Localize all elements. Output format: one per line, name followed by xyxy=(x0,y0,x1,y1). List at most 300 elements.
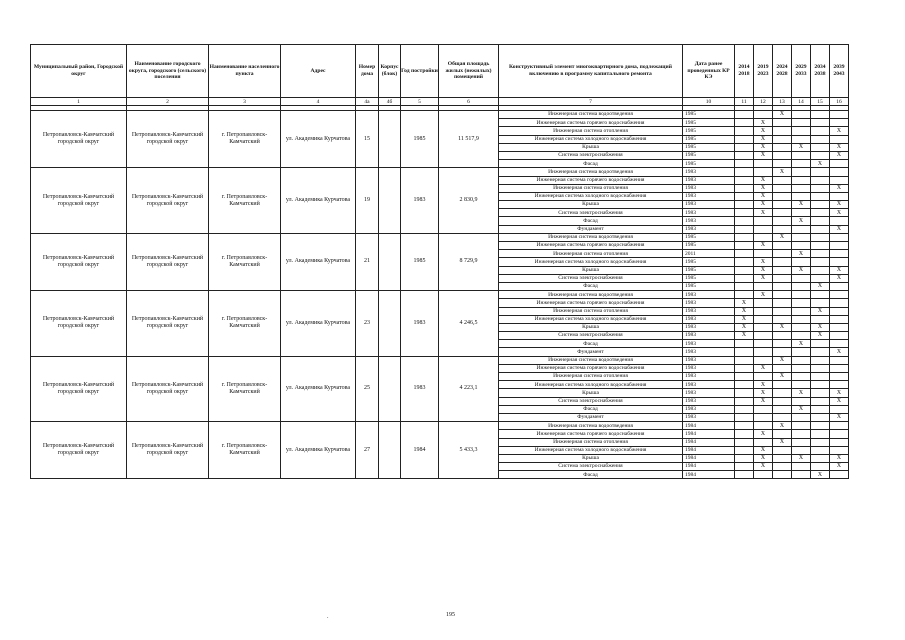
prev-repair-year-cell: 1985 xyxy=(683,274,735,282)
period-mark-cell: X xyxy=(830,209,849,217)
period-mark-cell xyxy=(830,160,849,168)
table-header xyxy=(31,45,849,111)
period-mark-cell xyxy=(792,422,811,430)
period-mark-cell xyxy=(792,168,811,176)
period-mark-cell xyxy=(830,422,849,430)
column-number: 13 xyxy=(773,98,792,106)
period-mark-cell xyxy=(773,389,792,397)
period-mark-cell: X xyxy=(811,471,830,479)
period-mark-cell xyxy=(735,119,754,127)
period-mark-cell xyxy=(811,242,830,250)
period-mark-cell: X xyxy=(754,135,773,143)
period-mark-cell xyxy=(754,422,773,430)
period-mark-cell xyxy=(811,111,830,119)
col-period-header: 2034 2038 xyxy=(811,45,830,98)
col-period-header: 2029 2033 xyxy=(792,45,811,98)
period-mark-cell xyxy=(811,168,830,176)
period-mark-cell xyxy=(792,111,811,119)
col-locality-header: Наименование населенного пункта xyxy=(209,45,281,98)
period-mark-cell xyxy=(735,430,754,438)
area-cell: 5 433,3 xyxy=(439,422,499,479)
stray-dot: . xyxy=(327,614,329,620)
prev-repair-year-cell: 1984 xyxy=(683,454,735,462)
period-mark-cell: X xyxy=(830,413,849,421)
period-mark-cell xyxy=(773,454,792,462)
column-number: 4 xyxy=(281,98,356,106)
period-mark-cell xyxy=(735,184,754,192)
element-name-cell: Инженерная система горячего водоснабжения xyxy=(499,364,683,372)
prev-repair-year-cell: 1985 xyxy=(683,160,735,168)
settlement-cell: Петропавловск-Камчатский городской округ xyxy=(127,111,209,168)
table-row xyxy=(31,356,849,364)
prev-repair-year-cell: 1983 xyxy=(683,201,735,209)
period-mark-cell: X xyxy=(830,274,849,282)
period-mark-cell xyxy=(773,446,792,454)
prev-repair-year-cell: 1985 xyxy=(683,119,735,127)
municipality-cell: Петропавловск-Камчатский городской округ xyxy=(31,291,127,357)
prev-repair-year-cell: 1985 xyxy=(683,266,735,274)
period-mark-cell xyxy=(811,373,830,381)
element-name-cell: Инженерная система холодного водоснабжения xyxy=(499,446,683,454)
period-mark-cell xyxy=(830,307,849,315)
period-mark-cell xyxy=(830,233,849,241)
period-mark-cell xyxy=(773,151,792,159)
period-mark-cell xyxy=(735,373,754,381)
street-cell: ул. Академика Курчатова xyxy=(281,233,356,290)
column-number: 2 xyxy=(127,98,209,106)
period-mark-cell xyxy=(830,299,849,307)
element-name-cell: Фундамент xyxy=(499,225,683,233)
period-mark-cell xyxy=(754,225,773,233)
period-mark-cell: X xyxy=(792,389,811,397)
period-mark-cell xyxy=(811,299,830,307)
period-mark-cell xyxy=(754,348,773,356)
period-mark-cell xyxy=(735,168,754,176)
period-mark-cell xyxy=(830,291,849,299)
element-name-cell: Инженерная система водоотведения xyxy=(499,168,683,176)
period-mark-cell xyxy=(830,332,849,340)
period-mark-cell xyxy=(811,151,830,159)
period-mark-cell xyxy=(773,397,792,405)
period-mark-cell xyxy=(830,471,849,479)
locality-cell: г. Петропавловск-Камчатский xyxy=(209,233,281,290)
settlement-cell: Петропавловск-Камчатский городской округ xyxy=(127,168,209,234)
prev-repair-year-cell: 1983 xyxy=(683,299,735,307)
period-mark-cell xyxy=(773,242,792,250)
prev-repair-year-cell: 1984 xyxy=(683,463,735,471)
period-mark-cell xyxy=(773,225,792,233)
period-mark-cell xyxy=(830,192,849,200)
period-mark-cell xyxy=(754,438,773,446)
period-mark-cell: X xyxy=(754,151,773,159)
house-number-cell: 23 xyxy=(356,291,379,357)
column-number: 5 xyxy=(401,98,439,106)
element-name-cell: Система электроснабжения xyxy=(499,209,683,217)
table-row xyxy=(31,233,849,241)
period-mark-cell xyxy=(735,160,754,168)
period-mark-cell xyxy=(735,364,754,372)
column-number: 7 xyxy=(499,98,683,106)
prev-repair-year-cell: 1983 xyxy=(683,373,735,381)
element-name-cell: Инженерная система холодного водоснабжения xyxy=(499,381,683,389)
period-mark-cell xyxy=(735,192,754,200)
period-mark-cell xyxy=(735,266,754,274)
period-mark-cell xyxy=(773,217,792,225)
period-mark-cell xyxy=(792,233,811,241)
period-mark-cell xyxy=(754,160,773,168)
period-mark-cell xyxy=(811,340,830,348)
element-name-cell: Фасад xyxy=(499,217,683,225)
prev-repair-year-cell: 1984 xyxy=(683,430,735,438)
period-mark-cell: X xyxy=(754,274,773,282)
period-mark-cell xyxy=(773,340,792,348)
period-mark-cell xyxy=(792,192,811,200)
prev-repair-year-cell: 1983 xyxy=(683,209,735,217)
column-number: 14 xyxy=(792,98,811,106)
period-mark-cell xyxy=(830,119,849,127)
period-mark-cell: X xyxy=(773,168,792,176)
period-mark-cell: X xyxy=(754,258,773,266)
element-name-cell: Инженерная система водоотведения xyxy=(499,291,683,299)
period-mark-cell xyxy=(735,209,754,217)
period-mark-cell xyxy=(792,151,811,159)
col-period-header: 2024 2028 xyxy=(773,45,792,98)
period-mark-cell xyxy=(811,463,830,471)
period-mark-cell xyxy=(811,389,830,397)
prev-repair-year-cell: 1984 xyxy=(683,438,735,446)
area-cell: 4 223,1 xyxy=(439,356,499,422)
period-mark-cell xyxy=(792,332,811,340)
period-mark-cell: X xyxy=(754,381,773,389)
period-mark-cell xyxy=(830,364,849,372)
period-mark-cell xyxy=(735,233,754,241)
col-prev-repair-date-header: Дата ранее проведенных КР КЭ xyxy=(683,45,735,98)
period-mark-cell xyxy=(811,348,830,356)
period-mark-cell xyxy=(773,274,792,282)
period-mark-cell xyxy=(792,430,811,438)
settlement-cell: Петропавловск-Камчатский городской округ xyxy=(127,356,209,422)
period-mark-cell xyxy=(773,135,792,143)
period-mark-cell xyxy=(811,266,830,274)
column-number-row xyxy=(31,98,849,106)
period-mark-cell xyxy=(830,111,849,119)
locality-cell: г. Петропавловск-Камчатский xyxy=(209,422,281,479)
element-name-cell: Фасад xyxy=(499,471,683,479)
period-mark-cell: X xyxy=(830,127,849,135)
period-mark-cell xyxy=(735,356,754,364)
prev-repair-year-cell: 1985 xyxy=(683,258,735,266)
period-mark-cell: X xyxy=(830,201,849,209)
element-name-cell: Инженерная система водоотведения xyxy=(499,356,683,364)
period-mark-cell xyxy=(735,463,754,471)
period-mark-cell xyxy=(811,135,830,143)
header-row xyxy=(31,45,849,98)
prev-repair-year-cell: 1984 xyxy=(683,422,735,430)
year-built-cell: 1983 xyxy=(401,168,439,234)
period-mark-cell xyxy=(830,373,849,381)
period-mark-cell xyxy=(735,422,754,430)
column-number: 4а xyxy=(356,98,379,106)
period-mark-cell xyxy=(773,299,792,307)
period-mark-cell xyxy=(773,201,792,209)
street-cell: ул. Академика Курчатова xyxy=(281,291,356,357)
period-mark-cell xyxy=(735,176,754,184)
period-mark-cell xyxy=(811,413,830,421)
period-mark-cell xyxy=(773,413,792,421)
element-name-cell: Инженерная система отопления xyxy=(499,127,683,135)
element-name-cell: Фасад xyxy=(499,160,683,168)
period-mark-cell: X xyxy=(754,242,773,250)
period-mark-cell xyxy=(754,233,773,241)
element-name-cell: Крыша xyxy=(499,143,683,151)
period-mark-cell: X xyxy=(754,397,773,405)
period-mark-cell xyxy=(754,307,773,315)
period-mark-cell xyxy=(792,348,811,356)
house-number-cell: 25 xyxy=(356,356,379,422)
prev-repair-year-cell: 1985 xyxy=(683,127,735,135)
period-mark-cell xyxy=(735,242,754,250)
building-cell xyxy=(379,356,401,422)
period-mark-cell xyxy=(773,282,792,290)
period-mark-cell xyxy=(754,413,773,421)
period-mark-cell: X xyxy=(773,111,792,119)
prev-repair-year-cell: 1983 xyxy=(683,184,735,192)
prev-repair-year-cell: 1985 xyxy=(683,111,735,119)
period-mark-cell: X xyxy=(754,463,773,471)
period-mark-cell xyxy=(792,184,811,192)
period-mark-cell xyxy=(792,397,811,405)
period-mark-cell xyxy=(792,282,811,290)
col-house-number-header: Номер дома xyxy=(356,45,379,98)
period-mark-cell: X xyxy=(735,323,754,331)
period-mark-cell xyxy=(830,405,849,413)
locality-cell: г. Петропавловск-Камчатский xyxy=(209,291,281,357)
period-mark-cell xyxy=(792,446,811,454)
period-mark-cell xyxy=(773,348,792,356)
period-mark-cell: X xyxy=(754,291,773,299)
period-mark-cell: X xyxy=(773,233,792,241)
prev-repair-year-cell: 1984 xyxy=(683,471,735,479)
element-name-cell: Фасад xyxy=(499,340,683,348)
house-number-cell: 19 xyxy=(356,168,379,234)
period-mark-cell: X xyxy=(792,250,811,258)
year-built-cell: 1985 xyxy=(401,233,439,290)
prev-repair-year-cell: 1983 xyxy=(683,381,735,389)
period-mark-cell xyxy=(773,127,792,135)
period-mark-cell: X xyxy=(830,266,849,274)
area-cell: 2 830,9 xyxy=(439,168,499,234)
prev-repair-year-cell: 1983 xyxy=(683,307,735,315)
period-mark-cell: X xyxy=(754,430,773,438)
prev-repair-year-cell: 2011 xyxy=(683,250,735,258)
period-mark-cell xyxy=(830,438,849,446)
period-mark-cell xyxy=(735,348,754,356)
period-mark-cell xyxy=(830,176,849,184)
col-settlement-header: Наименование городского округа, городского (сельского) поселения xyxy=(127,45,209,98)
period-mark-cell xyxy=(773,258,792,266)
period-mark-cell xyxy=(735,438,754,446)
prev-repair-year-cell: 1983 xyxy=(683,356,735,364)
building-cell xyxy=(379,111,401,168)
period-mark-cell xyxy=(754,217,773,225)
period-mark-cell xyxy=(735,446,754,454)
period-mark-cell xyxy=(773,291,792,299)
period-mark-cell xyxy=(735,471,754,479)
element-name-cell: Крыша xyxy=(499,454,683,462)
period-mark-cell xyxy=(754,356,773,364)
area-cell: 8 729,9 xyxy=(439,233,499,290)
prev-repair-year-cell: 1984 xyxy=(683,446,735,454)
period-mark-cell: X xyxy=(811,323,830,331)
column-number: 4б xyxy=(379,98,401,106)
period-mark-cell xyxy=(754,168,773,176)
period-mark-cell xyxy=(830,258,849,266)
element-name-cell: Инженерная система отопления xyxy=(499,373,683,381)
column-number: 1 xyxy=(31,98,127,106)
period-mark-cell xyxy=(773,119,792,127)
element-name-cell: Инженерная система водоотведения xyxy=(499,233,683,241)
municipality-cell: Петропавловск-Камчатский городской округ xyxy=(31,111,127,168)
period-mark-cell xyxy=(811,405,830,413)
element-name-cell: Фасад xyxy=(499,282,683,290)
prev-repair-year-cell: 1983 xyxy=(683,315,735,323)
prev-repair-year-cell: 1985 xyxy=(683,151,735,159)
period-mark-cell: X xyxy=(754,127,773,135)
period-mark-cell: X xyxy=(735,315,754,323)
period-mark-cell xyxy=(830,340,849,348)
period-mark-cell: X xyxy=(792,340,811,348)
period-mark-cell xyxy=(773,184,792,192)
column-number: 3 xyxy=(209,98,281,106)
period-mark-cell xyxy=(735,127,754,135)
period-mark-cell xyxy=(792,413,811,421)
column-number: 6 xyxy=(439,98,499,106)
locality-cell: г. Петропавловск-Камчатский xyxy=(209,356,281,422)
period-mark-cell xyxy=(754,250,773,258)
period-mark-cell xyxy=(735,389,754,397)
element-name-cell: Инженерная система холодного водоснабжения xyxy=(499,315,683,323)
period-mark-cell xyxy=(811,250,830,258)
prev-repair-year-cell: 1983 xyxy=(683,168,735,176)
period-mark-cell xyxy=(735,250,754,258)
year-built-cell: 1985 xyxy=(401,111,439,168)
period-mark-cell xyxy=(792,364,811,372)
col-period-header: 2019 2023 xyxy=(754,45,773,98)
period-mark-cell: X xyxy=(811,160,830,168)
period-mark-cell xyxy=(773,471,792,479)
period-mark-cell: X xyxy=(754,119,773,127)
element-name-cell: Инженерная система горячего водоснабжения xyxy=(499,299,683,307)
prev-repair-year-cell: 1983 xyxy=(683,332,735,340)
period-mark-cell xyxy=(792,471,811,479)
period-mark-cell xyxy=(773,315,792,323)
municipality-cell: Петропавловск-Камчатский городской округ xyxy=(31,422,127,479)
period-mark-cell xyxy=(754,282,773,290)
period-mark-cell: X xyxy=(830,348,849,356)
table-row xyxy=(31,291,849,299)
period-mark-cell xyxy=(773,250,792,258)
column-number: 10 xyxy=(683,98,735,106)
period-mark-cell: X xyxy=(773,323,792,331)
period-mark-cell: X xyxy=(735,332,754,340)
element-name-cell: Фундамент xyxy=(499,348,683,356)
column-number: 16 xyxy=(830,98,849,106)
period-mark-cell: X xyxy=(754,454,773,462)
element-name-cell: Система электроснабжения xyxy=(499,332,683,340)
period-mark-cell xyxy=(773,381,792,389)
col-municipality-header: Муниципальный район, Городской округ xyxy=(31,45,127,98)
period-mark-cell xyxy=(773,430,792,438)
year-built-cell: 1984 xyxy=(401,422,439,479)
period-mark-cell: X xyxy=(811,307,830,315)
period-mark-cell: X xyxy=(773,373,792,381)
prev-repair-year-cell: 1985 xyxy=(683,233,735,241)
prev-repair-year-cell: 1983 xyxy=(683,217,735,225)
period-mark-cell xyxy=(773,192,792,200)
period-mark-cell xyxy=(754,332,773,340)
period-mark-cell: X xyxy=(754,446,773,454)
period-mark-cell xyxy=(811,143,830,151)
period-mark-cell xyxy=(735,143,754,151)
period-mark-cell xyxy=(830,381,849,389)
table-row xyxy=(31,111,849,119)
period-mark-cell xyxy=(792,258,811,266)
period-mark-cell xyxy=(735,405,754,413)
element-name-cell: Инженерная система горячего водоснабжения xyxy=(499,119,683,127)
period-mark-cell: X xyxy=(792,217,811,225)
period-mark-cell: X xyxy=(754,266,773,274)
period-mark-cell xyxy=(773,143,792,151)
street-cell: ул. Академика Курчатова xyxy=(281,422,356,479)
table-row xyxy=(31,422,849,430)
period-mark-cell: X xyxy=(773,422,792,430)
period-mark-cell: X xyxy=(754,209,773,217)
period-mark-cell xyxy=(811,258,830,266)
element-name-cell: Фасад xyxy=(499,405,683,413)
period-mark-cell xyxy=(773,364,792,372)
capital-repair-table xyxy=(30,44,849,479)
element-name-cell: Крыша xyxy=(499,266,683,274)
street-cell: ул. Академика Курчатова xyxy=(281,356,356,422)
element-name-cell: Фундамент xyxy=(499,413,683,421)
period-mark-cell xyxy=(811,381,830,389)
element-name-cell: Инженерная система водоотведения xyxy=(499,422,683,430)
element-name-cell: Инженерная система отопления xyxy=(499,250,683,258)
period-mark-cell xyxy=(792,274,811,282)
period-mark-cell: X xyxy=(754,364,773,372)
settlement-cell: Петропавловск-Камчатский городской округ xyxy=(127,233,209,290)
period-mark-cell xyxy=(811,119,830,127)
prev-repair-year-cell: 1983 xyxy=(683,323,735,331)
period-mark-cell xyxy=(811,315,830,323)
element-name-cell: Система электроснабжения xyxy=(499,397,683,405)
period-mark-cell xyxy=(811,438,830,446)
prev-repair-year-cell: 1983 xyxy=(683,364,735,372)
element-name-cell: Инженерная система холодного водоснабжения xyxy=(499,135,683,143)
period-mark-cell xyxy=(735,217,754,225)
period-mark-cell xyxy=(773,463,792,471)
municipality-cell: Петропавловск-Камчатский городской округ xyxy=(31,356,127,422)
period-mark-cell xyxy=(792,381,811,389)
capital-repair-table-container xyxy=(30,44,849,479)
period-mark-cell xyxy=(735,135,754,143)
period-mark-cell xyxy=(773,307,792,315)
period-mark-cell xyxy=(773,266,792,274)
prev-repair-year-cell: 1983 xyxy=(683,192,735,200)
period-mark-cell xyxy=(754,373,773,381)
period-mark-cell xyxy=(754,315,773,323)
building-cell xyxy=(379,233,401,290)
